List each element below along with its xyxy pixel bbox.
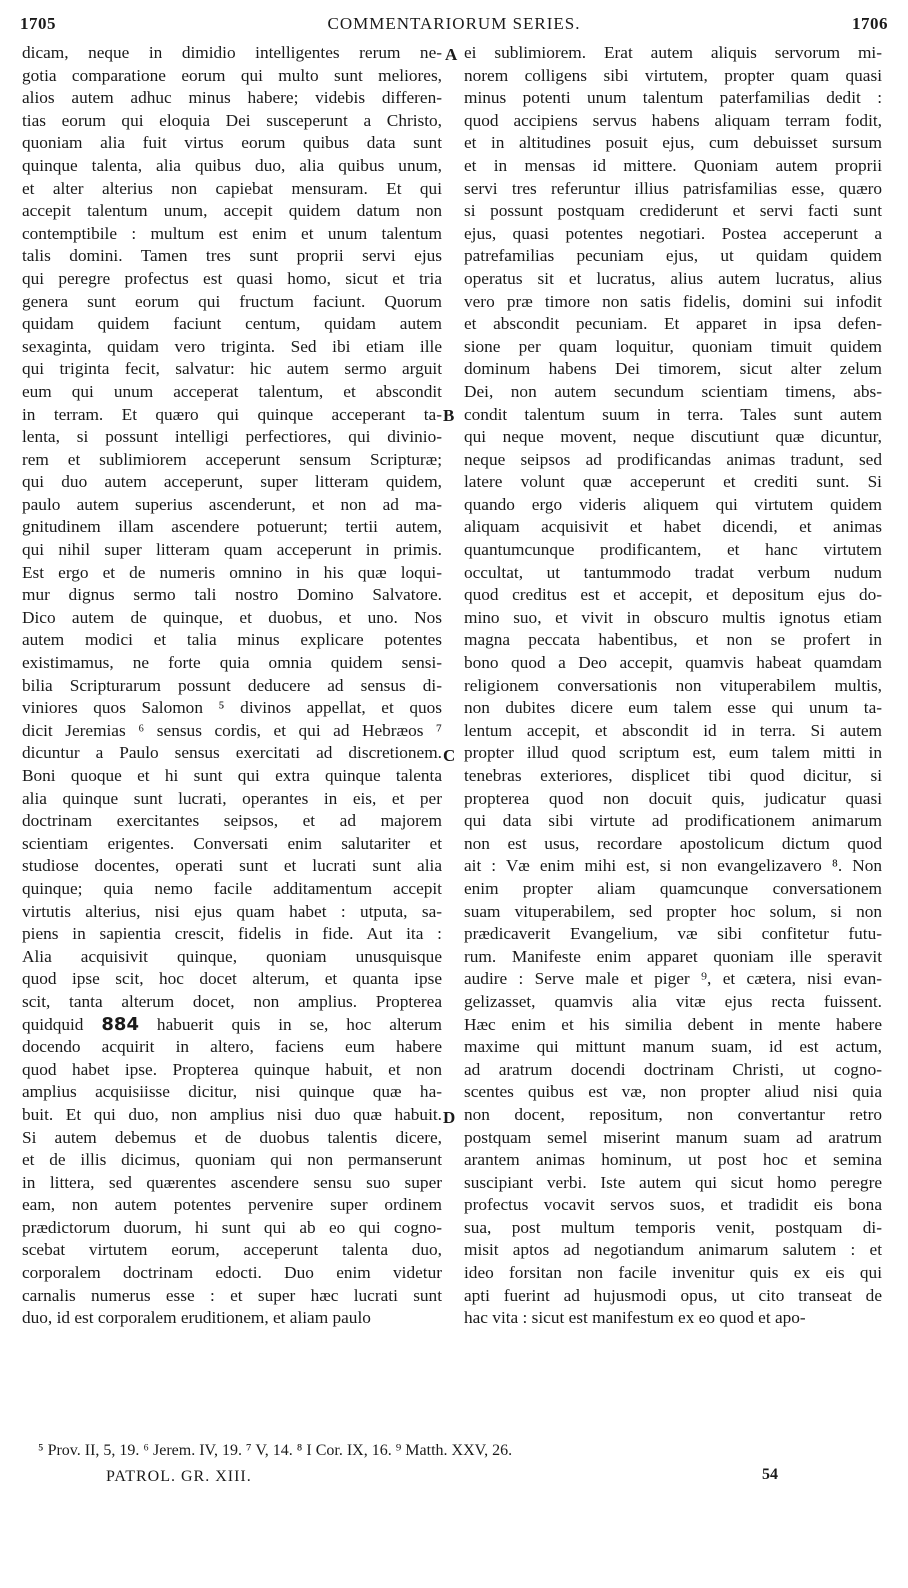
right-column-line: qui data sibi virtute ad prodificationem animarum [464, 811, 882, 831]
left-column-line: qui duo autem acceperunt, super litteram quidem, [22, 472, 442, 492]
right-column-line: et abscondit pecuniam. Et apparet in ipsa defen- [464, 314, 882, 334]
left-column-line: gnitudinem illam ascendere potuerunt; tertii autem, [22, 517, 442, 537]
right-column-line: sua, post multum temporis venit, postquam di- [464, 1217, 882, 1237]
left-column-line: docendo acquirit in altero, faciens eum habere [22, 1037, 442, 1057]
left-column-line: piens in sapientia crescit, fidelis in fide. Aut ita : [22, 924, 442, 944]
right-column-line: operatus sit et lucratus, alius autem lucratus, alius [464, 268, 882, 288]
left-column-line: mur dignus sermo tali nostro Domino Salvatore. [22, 585, 442, 605]
left-column-line: existimamus, ne forte quia omnia quidem sensi- [22, 653, 442, 673]
right-column-line: servi tres referuntur illius patrisfamilias esse, quæro [464, 178, 882, 198]
right-column-line: bono quod a Deo accepit, quamvis habeat quamdam [464, 653, 882, 673]
left-column-line: gotia comparatione eorum qui multo sunt meliores, [22, 65, 442, 85]
right-column-line: gelizasset, quamvis alia vitæ ejus recta fuissent. [464, 991, 882, 1011]
running-header [20, 8, 888, 38]
right-column-line: dominum habens Dei timorem, sicut alter zelum [464, 359, 882, 379]
left-column-line: dicuntur a Paulo sensus exercitati ad discretionem. [22, 743, 442, 763]
left-column-line: autem modici et talia minus explicare potentes [22, 630, 442, 650]
right-column-line: norem colligens sibi virtutem, propter quam quasi [464, 65, 882, 85]
margin-marker-d: D [443, 1108, 456, 1127]
left-column-line: paulo autem superius ascenderunt, et non ad ma- [22, 494, 442, 514]
right-column-line: ei sublimiorem. Erat autem aliquis servorum mi- [464, 43, 882, 62]
margin-marker-a: A [445, 45, 458, 64]
right-column-line: propterea quod non docuit quis, judicatur quasi [464, 788, 882, 808]
left-column-line: qui nihil super litteram quam acceperunt in primis. [22, 540, 442, 560]
right-column-line: latere volunt quæ acceperunt et crediti sunt. Si [464, 472, 882, 492]
left-column-line: doctrinam exercitantes seipsos, et ad majorem [22, 811, 442, 831]
left-column-line: amplius acquisiisse dicitur, nisi quinque quæ ha- [22, 1082, 442, 1102]
left-column-line: eum qui unum acceperat talentum, et abscondit [22, 381, 442, 401]
right-column-line: postquam semel miserint manum suam ad aratrum [464, 1127, 882, 1147]
right-column-line: magna peccata habentibus, et non se profert in [464, 630, 882, 650]
left-column-line: sexaginta, quidam vero triginta. Sed ibi etiam ille [22, 336, 442, 356]
right-column [464, 42, 882, 1330]
right-column-line: enim propter aliam quamcunque conversationem [464, 878, 882, 898]
left-column-line: buit. Et qui duo, non amplius nisi duo quæ habuit. [22, 1104, 442, 1124]
left-column-line: studiose docentes, operati sunt et lucrati sunt alia [22, 856, 442, 876]
left-column-line: rem et sublimiorem acceperunt sensum Scripturæ; [22, 449, 442, 469]
right-column-line: quantumcunque prodificantem, et hanc virtutem [464, 540, 882, 560]
right-column-line: ejus, quasi potentes negotiari. Postea acceperunt a [464, 223, 882, 243]
right-column-line: qui neque movent, neque discutiunt quæ dicuntur, [464, 427, 882, 447]
right-column-line: maxime qui mittunt manum suam, id est actum, [464, 1037, 882, 1057]
right-column-line: ad aratrum docendi doctrinam Christi, ut cogno- [464, 1059, 882, 1079]
left-column-line: scebat virtutem eorum, acceperunt talenta duo, [22, 1240, 442, 1260]
right-column-line: religionem conversationis non vituperabilem multis, [464, 675, 882, 695]
left-column-line: dicit Jeremias ⁶ sensus cordis, et qui ad Hebræos ⁷ [22, 720, 442, 740]
margin-marker-b: B [443, 406, 455, 425]
left-column-line: quinque talenta, alia quibus duo, alia quibus unum, [22, 155, 442, 175]
right-page-number: 1706 [852, 14, 888, 33]
left-column-line: corporalem doctrinam edocti. Duo enim videtur [22, 1263, 442, 1283]
right-column-line: audire : Serve male et piger ⁹, et cætera, nisi evan- [464, 969, 882, 989]
right-column-line: Dei, non autem secundum scientiam timens, abs- [464, 381, 882, 401]
left-column-line: alia quinque sunt lucrati, operantes in eis, et per [22, 788, 442, 808]
right-column-line: minus potenti unum talentum paterfamilias dedit : [464, 88, 882, 108]
right-column-line: tenebras exteriores, displicet tibi quod dicitur, si [464, 766, 882, 785]
left-column-line: tias eorum qui eloquia Dei susceperunt a Christo, [22, 110, 442, 130]
left-column-line: Boni quoque et hi sunt qui extra quinque talenta [22, 766, 442, 785]
left-column-line: alios autem adhuc minus habere; videbis differen- [22, 88, 442, 108]
right-column-line: non est usus, recordare apostolicum dictum quod [464, 833, 882, 853]
right-column-line: ideo forsitan non facile invenitur quis ex eis qui [464, 1263, 882, 1283]
right-column-line: vero præ timore non satis fidelis, domini sui infodit [464, 291, 882, 311]
left-column-line: dicam, neque in dimidio intelligentes rerum ne- [22, 43, 442, 62]
right-column-line: aliquam acquisivit et habet dicendi, et animas [464, 517, 882, 537]
footer-signature-number: 54 [762, 1466, 778, 1483]
right-column-line: patrefamilias pecuniam ejus, ut quidam quidem [464, 246, 882, 266]
left-column-line: carnalis numerus esse : et super hæc lucrati sunt [22, 1285, 442, 1305]
left-column-line: quidquid 884 habuerit quis in se, hoc alterum [22, 1013, 442, 1035]
left-column-line: quod habet ipse. Propterea quinque habuit, et non [22, 1059, 442, 1079]
left-column-line: duo, id est corporalem eruditionem, et aliam paulo [22, 1308, 371, 1328]
left-column-line: in terram. Et quæro qui quinque acceperant ta- [22, 404, 442, 424]
left-column-line: et de illis dicimus, quoniam qui non permanserunt [22, 1150, 442, 1170]
right-column-line: sione per quam loquitur, quoniam timuit quidem [464, 336, 882, 356]
right-column-line: ait : Væ enim mihi est, si non evangelizavero ⁸. Non [464, 856, 882, 876]
right-column-line: profectus vocavit servos suos, et tradidit eis bona [464, 1195, 882, 1215]
right-column-line: arantem animas hominum, ut post hoc et semina [464, 1150, 882, 1170]
left-column-line: genera sunt eorum qui fructum faciunt. Quorum [22, 291, 442, 311]
right-column-line: propter illud quod scriptum est, eum talem mitti in [464, 743, 882, 763]
right-column-line: occultat, ut tantummodo tradat verbum nudum [464, 562, 882, 582]
right-column-line: neque seipsos ad prodificandas animas tradunt, sed [464, 449, 882, 469]
right-column-line: apti fuerint ad hujusmodi opus, ut cito transeat de [464, 1285, 882, 1305]
left-column-line: qui triginta fecit, salvatur: hic autem sermo arguit [22, 359, 442, 379]
right-column-line: lentum accepit, et abscondit id in terra. Si autem [464, 720, 882, 740]
left-column-line: quinque; quia nemo facile additamentum accepit [22, 878, 442, 898]
column-number-marker: 884 [101, 1013, 139, 1035]
right-column-line: non docent, repositum, non convertantur retro [464, 1104, 882, 1124]
right-column-line: rum. Manifeste enim apparet quoniam ille speravit [464, 946, 882, 966]
margin-marker-c: C [443, 746, 456, 765]
right-column-line: condit talentum suum in terra. Tales sunt autem [464, 404, 882, 424]
left-column-line: in littera, sed quærentes ascendere sensu suo super [22, 1172, 442, 1192]
left-column-line: quidam quidem faciunt centum, quidam autem [22, 314, 442, 334]
footer-signature: PATROL. GR. XIII. [106, 1468, 252, 1485]
left-column-line: qui peregre profectus est quasi homo, sicut et tria [22, 268, 442, 288]
left-column-line: Dico autem de quinque, et duobus, et uno. Nos [22, 607, 442, 627]
left-column-line: Si autem debemus et de duobus talentis dicere, [22, 1127, 442, 1147]
right-column-line: quod accipiens servus habens aliquam terram fodit, [464, 110, 882, 130]
left-column-line: lenta, si possunt intelligi perfectiores, qui divinio- [22, 427, 442, 447]
right-column-line: quod creditus est et accepit, et depositum ejus do- [464, 585, 882, 605]
right-column-line: suscipiant verbi. Iste autem qui sicut homo peregre [464, 1172, 882, 1192]
right-column-line: quando ergo videris aliquem qui virtutem quidem [464, 494, 882, 514]
left-column-line: accepit talentum unum, accepit quidem datum non [22, 201, 442, 221]
right-column-line: non dubites dicere eum talem esse qui unum ta- [464, 698, 882, 718]
left-page-number: 1705 [20, 14, 56, 33]
right-column-line: misit aptos ad negotiandum animarum salutem : et [464, 1240, 882, 1260]
right-column-line: et in mensas id mittere. Quoniam autem proprii [464, 155, 882, 175]
left-column-line: quoniam alia fuit virtus eorum quibus data sunt [22, 133, 442, 153]
left-column-line: Est ergo et de numeris omnino in his quæ loqui- [22, 562, 442, 582]
left-column-line: scientiam erigentes. Conversati enim salutariter et [22, 833, 442, 853]
left-column-line: talis domini. Tamen tres sunt proprii servi ejus [22, 246, 442, 266]
left-column-line: scit, tanta alterum docet, non amplius. Propterea [22, 991, 442, 1011]
running-title: COMMENTARIORUM SERIES. [327, 14, 581, 33]
right-column-line: scentes quibus est væ, non propter aliud nisi quia [464, 1082, 882, 1102]
left-column [22, 42, 442, 1330]
footnotes: ⁵ Prov. II, 5, 19. ⁶ Jerem. IV, 19. ⁷ V, 14. ⁸ I Cor. IX, 16. ⁹ Matth. XXV, 26. [38, 1442, 513, 1459]
right-column-line: mino suo, et vivit in obscuro multis ignotus etiam [464, 607, 882, 627]
left-column-line: quod ipse scit, hoc docet alterum, et quanta ipse [22, 969, 442, 989]
left-column-line: eam, non autem potentes pervenire super ordinem [22, 1195, 442, 1215]
left-column-line: virtutis alterius, nisi ejus quam habet : utputa, sa- [22, 901, 442, 921]
left-column-line: viniores quos Salomon ⁵ divinos appellat, et quos [22, 698, 442, 718]
right-column-line: Hæc enim et his similia debent in mente habere [464, 1014, 882, 1034]
left-column-line: Alia acquisivit quinque, quoniam unusquisque [22, 946, 442, 966]
right-column-line: prædicaverit Evangelium, væ sibi confitetur futu- [464, 924, 882, 944]
left-column-line: prædictorum duorum, hi sunt qui ab eo qui cogno- [22, 1217, 442, 1237]
right-column-line: hac vita : sicut est manifestum ex eo quod et apo- [464, 1308, 806, 1328]
left-column-line: et alter alterius non capiebat mensuram. Et qui [22, 178, 442, 198]
right-column-line: si possunt postquam crediderunt et servi facti sunt [464, 201, 882, 221]
right-column-line: et in altitudines posuit ejus, cum debuisset sursum [464, 133, 882, 153]
left-column-line: contemptibile : multum est enim et unum talentum [22, 223, 442, 243]
right-column-line: suam vituperabilem, sed propter hoc solum, si non [464, 901, 882, 921]
left-column-line: bilia Scripturarum possunt deducere ad sensus di- [22, 675, 442, 695]
